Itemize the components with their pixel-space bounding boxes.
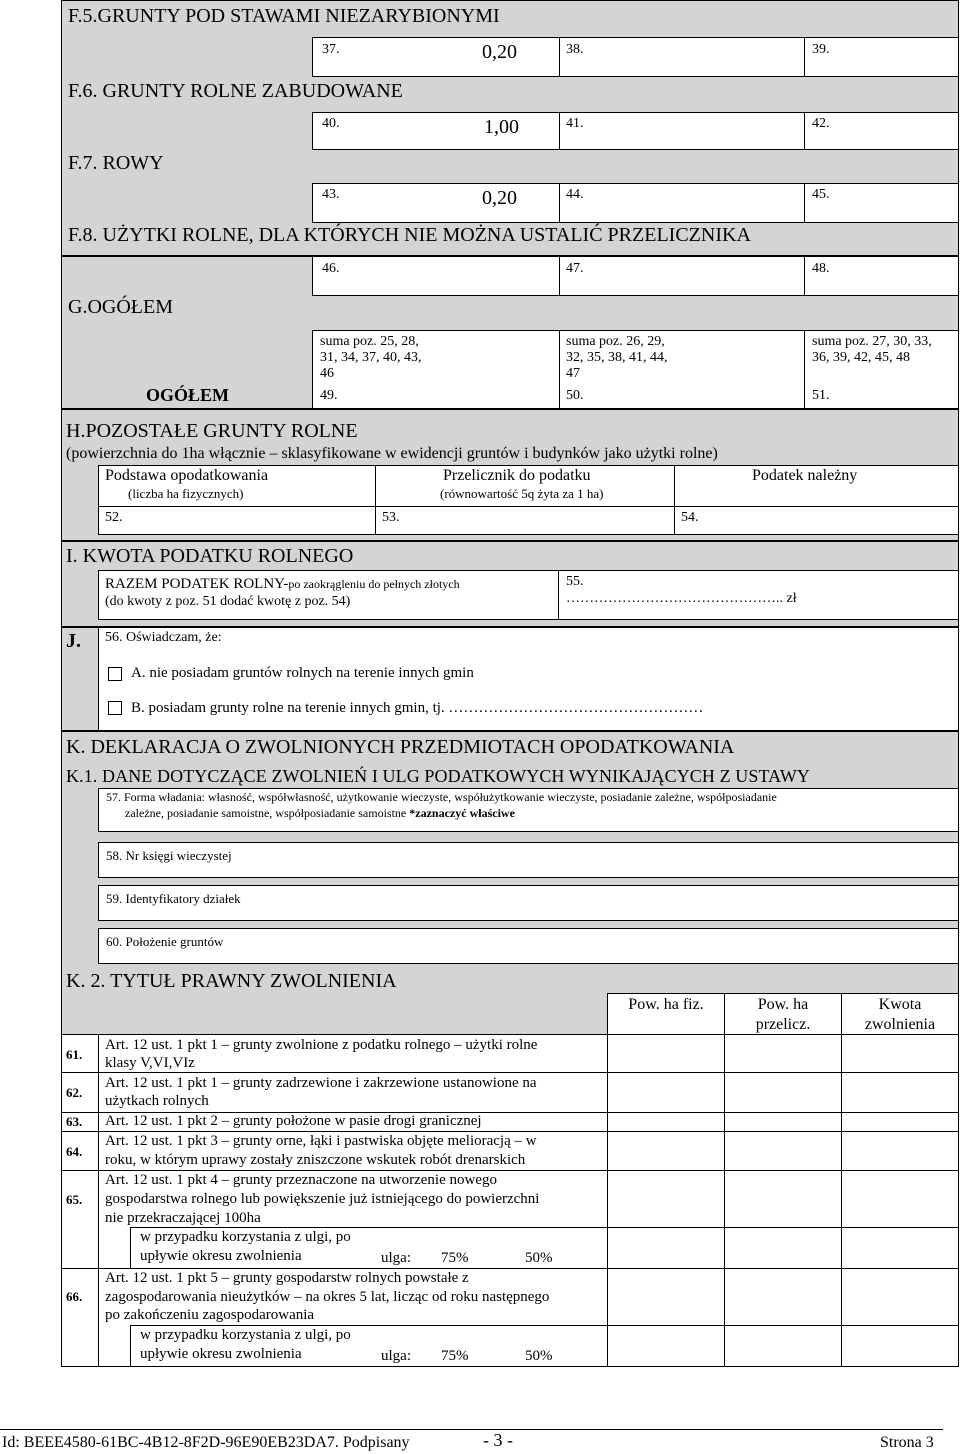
f7-field-45: 45. bbox=[812, 187, 830, 202]
k2-row-65-ulga-label: ulga: bbox=[381, 1250, 411, 1266]
h-col1-subheader: (liczba ha fizycznych) bbox=[128, 486, 244, 501]
k2-sub-line-66 bbox=[130, 1325, 131, 1367]
f5-cell-2[interactable] bbox=[559, 37, 805, 77]
h-subtitle: (powierzchnia do 1ha włącznie – sklasyfikowane w ewidencji gruntów i budynków jako użytki rolne) bbox=[66, 445, 718, 462]
g-field-51: 51. bbox=[812, 388, 830, 403]
j-option-b-checkbox[interactable] bbox=[108, 701, 122, 715]
f6-field-41: 41. bbox=[566, 116, 584, 131]
g-sum2-line2: 32, 35, 38, 41, 44, bbox=[566, 350, 668, 365]
k2-row-line-64 bbox=[61, 1131, 959, 1132]
f5-field-39: 39. bbox=[812, 42, 830, 57]
k-field-60-cell[interactable] bbox=[98, 928, 959, 964]
i-razem-label bbox=[105, 576, 460, 593]
k2-row-62-number: 62. bbox=[66, 1085, 83, 1100]
g-sum1-line1: suma poz. 25, 28, bbox=[320, 334, 419, 349]
k2-row-65-number: 65. bbox=[66, 1192, 83, 1207]
i-razem-note: po zaokrągleniu do pełnych złotych bbox=[288, 577, 460, 591]
k2-row-65-ulga-50[interactable]: 50% bbox=[525, 1250, 553, 1266]
f8-title: F.8. UŻYTKI ROLNE, DLA KTÓRYCH NIE MOŻNA USTALIĆ PRZELICZNIKA bbox=[68, 224, 751, 246]
f6-title: F.6. GRUNTY ROLNE ZABUDOWANE bbox=[68, 80, 403, 102]
g-sum1-line3: 46 bbox=[320, 366, 334, 381]
i-razem-main: RAZEM PODATEK ROLNY- bbox=[105, 576, 289, 592]
k-field-60-label: 60. Położenie gruntów bbox=[106, 934, 224, 949]
k2-title: K. 2. TYTUŁ PRAWNY ZWOLNIENIA bbox=[66, 970, 397, 992]
f7-value-43: 0,20 bbox=[482, 187, 517, 209]
k2-row-66-sub-line1: w przypadku korzystania z ulgi, po bbox=[140, 1327, 351, 1343]
k2-row-66-ulga-50[interactable]: 50% bbox=[525, 1348, 553, 1364]
j-option-b-label: B. posiadam grunty rolne na terenie innych gmin, tj. …………………………………………… bbox=[131, 700, 704, 716]
f5-title: F.5.GRUNTY POD STAWAMI NIEZARYBIONYMI bbox=[68, 5, 500, 27]
g-title: G.OGÓŁEM bbox=[68, 296, 173, 318]
h-col2-subheader: (równowartość 5q żyta za 1 ha) bbox=[440, 486, 604, 501]
k2-row-65-line3: nie przekraczającej 100ha bbox=[105, 1210, 261, 1226]
k2-row-65-line2: gospodarstwa rolnego lub powiększenie już istniejącego do powierzchni bbox=[105, 1191, 540, 1207]
i-amount-dots: ……………………………………….. zł bbox=[566, 591, 797, 606]
k2-row-65-ulga-75[interactable]: 75% bbox=[441, 1250, 469, 1266]
i-razem-line2: (do kwoty z poz. 51 dodać kwotę z poz. 54) bbox=[105, 594, 351, 609]
f5-cell-1[interactable] bbox=[312, 37, 560, 77]
k2-row-65-sub-line1: w przypadku korzystania z ulgi, po bbox=[140, 1229, 351, 1245]
f6-field-40: 40. bbox=[322, 116, 340, 131]
k2-col-line-fiz bbox=[607, 1034, 608, 1367]
h-field-52: 52. bbox=[105, 510, 123, 525]
k2-row-63-line1: Art. 12 ust. 1 pkt 2 – grunty położone w pasie drogi granicznej bbox=[105, 1113, 482, 1129]
k2-row-66-ulga-label: ulga: bbox=[381, 1348, 411, 1364]
k2-row-65-sub-line2: upływie okresu zwolnienia bbox=[140, 1248, 302, 1264]
f5-value-37: 0,20 bbox=[482, 41, 517, 63]
k-field-58-label: 58. Nr księgi wieczystej bbox=[106, 848, 232, 863]
k2-row-66-sub-line2: upływie okresu zwolnienia bbox=[140, 1346, 302, 1362]
k-field-57-line2 bbox=[125, 807, 515, 821]
f6-field-42: 42. bbox=[812, 116, 830, 131]
f6-value-40: 1,00 bbox=[484, 116, 519, 138]
f6-cell-2[interactable] bbox=[559, 112, 805, 150]
footer-id: Id: BEEE4580-61BC-4B12-8F2D-96E90EB23DA7. Podpisany bbox=[2, 1434, 410, 1451]
f7-cell-1[interactable] bbox=[312, 183, 560, 223]
f5-field-37: 37. bbox=[322, 42, 340, 57]
k2-row-66-line1: Art. 12 ust. 1 pkt 5 – grunty gospodarstw rolnych powstałe z bbox=[105, 1270, 469, 1286]
h-header-divider bbox=[98, 506, 959, 507]
k2-row-62-line1: Art. 12 ust. 1 pkt 1 – grunty zadrzewione i zakrzewione ustanowione na bbox=[105, 1075, 537, 1091]
f7-cell-2[interactable] bbox=[559, 183, 805, 223]
footer-page-number: - 3 - bbox=[483, 1430, 513, 1450]
f7-field-44: 44. bbox=[566, 187, 584, 202]
h-col1-header: Podstawa opodatkowania bbox=[105, 467, 269, 484]
i-title: I. KWOTA PODATKU ROLNEGO bbox=[66, 545, 354, 567]
i-field-55: 55. bbox=[566, 574, 584, 589]
f5-field-38: 38. bbox=[566, 42, 584, 57]
k2-col-kwota-label-2: zwolnienia bbox=[864, 1016, 936, 1033]
k2-row-61-line2: klasy V,VI,VIz bbox=[105, 1055, 195, 1071]
g-sum2-line3: 47 bbox=[566, 366, 580, 381]
k1-title: K.1. DANE DOTYCZĄCE ZWOLNIEŃ I ULG PODATKOWYCH WYNIKAJĄCYCH Z USTAWY bbox=[66, 766, 811, 786]
h-field-54: 54. bbox=[681, 510, 699, 525]
k-field-57-line2-text: zależne, posiadanie samoistne, współposiadanie samoistne bbox=[125, 806, 407, 820]
k-title: K. DEKLARACJA O ZWOLNIONYCH PRZEDMIOTACH OPODATKOWANIA bbox=[66, 736, 735, 758]
k2-col-przel-label-2: przelicz. bbox=[755, 1016, 811, 1033]
k2-row-line-66-sub bbox=[130, 1325, 959, 1326]
f8-field-48: 48. bbox=[812, 261, 830, 276]
k2-row-61-line1: Art. 12 ust. 1 pkt 1 – grunty zwolnione z podatku rolnego – użytki rolne bbox=[105, 1037, 538, 1053]
k2-row-62-line2: użytkach rolnych bbox=[105, 1093, 209, 1109]
k2-row-66-line2: zagospodarowania nieużytków – na okres 5 lat, licząc od roku następnego bbox=[105, 1289, 550, 1305]
k-field-57-line1: 57. Forma władania: własność, współwłasność, użytkowanie wieczyste, współużytkowanie wieczyste, posiadanie zależne, współposiadanie bbox=[106, 790, 777, 804]
f8-field-47: 47. bbox=[566, 261, 584, 276]
k2-col-fiz-label: Pow. ha fiz. bbox=[628, 996, 704, 1013]
k2-row-line-65 bbox=[61, 1170, 959, 1171]
g-field-49: 49. bbox=[320, 388, 338, 403]
k2-row-66-ulga-75[interactable]: 75% bbox=[441, 1348, 469, 1364]
f7-title: F.7. ROWY bbox=[68, 152, 164, 174]
f7-field-43: 43. bbox=[322, 187, 340, 202]
k2-row-63-number: 63. bbox=[66, 1114, 83, 1129]
g-sum2-line1: suma poz. 26, 29, bbox=[566, 334, 665, 349]
k2-sub-line-65 bbox=[130, 1227, 131, 1268]
h-field-53: 53. bbox=[382, 510, 400, 525]
k2-row-64-line1: Art. 12 ust. 1 pkt 3 – grunty orne, łąki i pastwiska objęte melioracją – w bbox=[105, 1133, 537, 1149]
k2-col-line-num bbox=[98, 1034, 99, 1367]
g-total-label: OGÓŁEM bbox=[146, 385, 230, 405]
h-col2-header: Przelicznik do podatku bbox=[443, 467, 591, 484]
k2-row-64-number: 64. bbox=[66, 1144, 83, 1159]
f8-cell-2[interactable] bbox=[559, 256, 805, 296]
k-field-59-label: 59. Identyfikatory działek bbox=[106, 891, 241, 906]
k2-row-64-line2: roku, w którym uprawy zostały zniszczone wskutek robót drenarskich bbox=[105, 1152, 526, 1168]
f8-cell-1[interactable] bbox=[312, 256, 560, 296]
k2-col-line-kwota bbox=[841, 1034, 842, 1367]
f8-field-46: 46. bbox=[322, 261, 340, 276]
j-title: J. bbox=[66, 630, 81, 652]
k2-col-przel-label-1: Pow. ha bbox=[757, 996, 809, 1013]
k2-col-line-przel bbox=[724, 1034, 725, 1367]
k2-row-66-number: 66. bbox=[66, 1289, 83, 1304]
k2-row-line-66 bbox=[61, 1268, 959, 1269]
h-title: H.POZOSTAŁE GRUNTY ROLNE bbox=[66, 420, 358, 442]
k2-col-kwota-label-1: Kwota bbox=[878, 996, 922, 1013]
g-field-50: 50. bbox=[566, 388, 584, 403]
k2-row-65-line1: Art. 12 ust. 1 pkt 4 – grunty przeznaczone na utworzenie nowego bbox=[105, 1172, 497, 1188]
k2-row-61-number: 61. bbox=[66, 1047, 83, 1062]
k2-row-line-62 bbox=[61, 1072, 959, 1073]
k-field-57-note: *zaznaczyć właściwe bbox=[409, 806, 515, 820]
footer-rule bbox=[0, 1429, 943, 1430]
k2-row-66-line3: po zakończeniu zagospodarowania bbox=[105, 1307, 315, 1323]
footer-strona: Strona 3 bbox=[880, 1434, 934, 1451]
j-option-a-checkbox[interactable] bbox=[108, 667, 122, 681]
j-declaration: 56. Oświadczam, że: bbox=[105, 630, 222, 645]
j-option-a-label: A. nie posiadam gruntów rolnych na terenie innych gmin bbox=[131, 665, 474, 681]
h-col3-header: Podatek należny bbox=[752, 467, 858, 484]
g-sum3-line2: 36, 39, 42, 45, 48 bbox=[812, 350, 910, 365]
f6-cell-1[interactable] bbox=[312, 112, 560, 150]
g-sum1-line2: 31, 34, 37, 40, 43, bbox=[320, 350, 422, 365]
g-sum3-line1: suma poz. 27, 30, 33, bbox=[812, 334, 932, 349]
